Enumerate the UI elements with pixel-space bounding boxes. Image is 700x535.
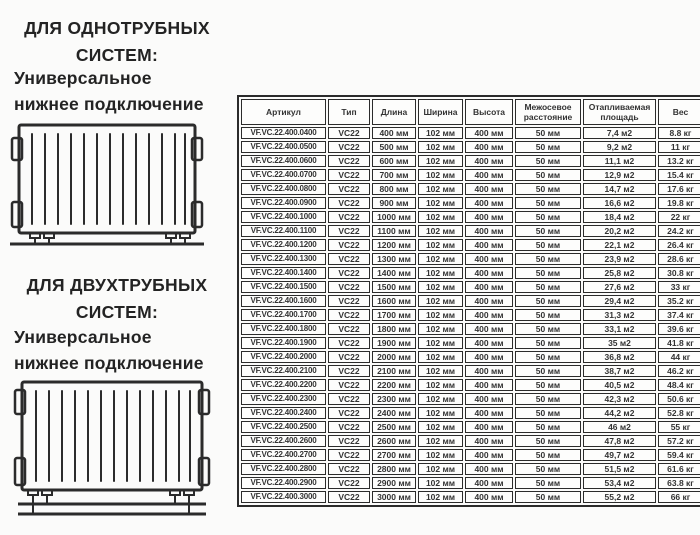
cell: VF.VC.22.400.2500: [241, 421, 326, 433]
cell: 1700 мм: [372, 309, 416, 321]
table-row: [241, 197, 700, 209]
cell: VF.VC.22.400.1700: [241, 309, 326, 321]
cell: VF.VC.22.400.2900: [241, 477, 326, 489]
table-row: [241, 463, 700, 475]
cell: 400 мм: [465, 449, 513, 461]
cell: 400 мм: [465, 183, 513, 195]
table-row: [241, 155, 700, 167]
cell: VC22: [328, 183, 370, 195]
cell: 20,2 м2: [583, 225, 656, 237]
cell: 7,4 м2: [583, 127, 656, 139]
cell: 1600 мм: [372, 295, 416, 307]
cell: VF.VC.22.400.1100: [241, 225, 326, 237]
cell: 2000 мм: [372, 351, 416, 363]
cell: 23,9 м2: [583, 253, 656, 265]
table-row: [241, 379, 700, 391]
cell: VC22: [328, 491, 370, 503]
cell: 400 мм: [465, 309, 513, 321]
cell: 400 мм: [465, 169, 513, 181]
cell: 102 мм: [418, 141, 463, 153]
cell: 41.8 кг: [658, 337, 700, 349]
cell: 400 мм: [465, 253, 513, 265]
cell: 102 мм: [418, 183, 463, 195]
single-pipe-radiator-diagram: [8, 116, 220, 253]
cell: VF.VC.22.400.0800: [241, 183, 326, 195]
table-row: [241, 141, 700, 153]
cell: 400 мм: [465, 323, 513, 335]
cell: VF.VC.22.400.0700: [241, 169, 326, 181]
cell: 50 мм: [515, 449, 581, 461]
cell: VC22: [328, 337, 370, 349]
column-header: Вес: [658, 99, 700, 125]
cell: 50 мм: [515, 127, 581, 139]
cell: 102 мм: [418, 295, 463, 307]
cell: 50 мм: [515, 407, 581, 419]
cell: 48.4 кг: [658, 379, 700, 391]
cell: 50 мм: [515, 169, 581, 181]
two-pipe-heading: ДЛЯ ДВУХТРУБНЫХ СИСТЕМ:: [26, 275, 208, 323]
column-header: Отапливаемая площадь: [583, 99, 656, 125]
cell: 49,7 м2: [583, 449, 656, 461]
table-row: [241, 407, 700, 419]
cell: 102 мм: [418, 239, 463, 251]
cell: 47,8 м2: [583, 435, 656, 447]
cell: VC22: [328, 281, 370, 293]
cell: 400 мм: [465, 225, 513, 237]
cell: VF.VC.22.400.2000: [241, 351, 326, 363]
cell: VC22: [328, 463, 370, 475]
cell: 14,7 м2: [583, 183, 656, 195]
cell: 1300 мм: [372, 253, 416, 265]
cell: 400 мм: [465, 337, 513, 349]
cell: 102 мм: [418, 337, 463, 349]
cell: 400 мм: [465, 351, 513, 363]
table-row: [241, 239, 700, 251]
cell: 900 мм: [372, 197, 416, 209]
cell: 102 мм: [418, 449, 463, 461]
cell: 1900 мм: [372, 337, 416, 349]
cell: 50 мм: [515, 393, 581, 405]
cell: 102 мм: [418, 323, 463, 335]
cell: 400 мм: [465, 295, 513, 307]
cell: 18,4 м2: [583, 211, 656, 223]
cell: 50 мм: [515, 253, 581, 265]
cell: VC22: [328, 253, 370, 265]
table-row: [241, 127, 700, 139]
cell: 102 мм: [418, 477, 463, 489]
cell: VC22: [328, 239, 370, 251]
cell: 400 мм: [465, 463, 513, 475]
cell: 1100 мм: [372, 225, 416, 237]
table-row: [241, 351, 700, 363]
cell: 50 мм: [515, 295, 581, 307]
cell: VC22: [328, 449, 370, 461]
cell: 50 мм: [515, 239, 581, 251]
spec-table: [237, 95, 700, 507]
table-row: [241, 477, 700, 489]
cell: VF.VC.22.400.1800: [241, 323, 326, 335]
cell: VC22: [328, 211, 370, 223]
cell: 2400 мм: [372, 407, 416, 419]
cell: VF.VC.22.400.1500: [241, 281, 326, 293]
table-row: [241, 491, 700, 503]
cell: 400 мм: [465, 197, 513, 209]
table-row: [241, 169, 700, 181]
cell: VC22: [328, 435, 370, 447]
cell: 102 мм: [418, 253, 463, 265]
table-row: [241, 393, 700, 405]
cell: 2200 мм: [372, 379, 416, 391]
cell: VF.VC.22.400.0900: [241, 197, 326, 209]
cell: 50 мм: [515, 351, 581, 363]
single-pipe-subheading: Универсальное нижнее подключение: [14, 68, 204, 115]
cell: 400 мм: [465, 365, 513, 377]
cell: 102 мм: [418, 197, 463, 209]
cell: 22,1 м2: [583, 239, 656, 251]
cell: 16,6 м2: [583, 197, 656, 209]
cell: 17.6 кг: [658, 183, 700, 195]
table-row: [241, 421, 700, 433]
table-row: [241, 449, 700, 461]
single-pipe-heading: ДЛЯ ОДНОТРУБНЫХ СИСТЕМ:: [24, 18, 210, 66]
table-row: [241, 225, 700, 237]
cell: VC22: [328, 127, 370, 139]
cell: VF.VC.22.400.1600: [241, 295, 326, 307]
cell: 2700 мм: [372, 449, 416, 461]
cell: 29,4 м2: [583, 295, 656, 307]
cell: 27,6 м2: [583, 281, 656, 293]
cell: 1200 мм: [372, 239, 416, 251]
cell: 50 мм: [515, 225, 581, 237]
cell: 400 мм: [465, 211, 513, 223]
cell: VC22: [328, 407, 370, 419]
cell: VC22: [328, 155, 370, 167]
cell: VF.VC.22.400.2800: [241, 463, 326, 475]
cell: 33 кг: [658, 281, 700, 293]
spec-table-body: [241, 127, 700, 503]
cell: 36,8 м2: [583, 351, 656, 363]
table-row: [241, 309, 700, 321]
cell: VF.VC.22.400.3000: [241, 491, 326, 503]
table-row: [241, 267, 700, 279]
cell: 102 мм: [418, 281, 463, 293]
cell: 102 мм: [418, 211, 463, 223]
cell: 55 кг: [658, 421, 700, 433]
cell: 50 мм: [515, 491, 581, 503]
table-row: [241, 211, 700, 223]
table-row: [241, 323, 700, 335]
cell: 800 мм: [372, 183, 416, 195]
cell: 2100 мм: [372, 365, 416, 377]
cell: VC22: [328, 267, 370, 279]
cell: 61.6 кг: [658, 463, 700, 475]
cell: 12,9 м2: [583, 169, 656, 181]
cell: 46.2 кг: [658, 365, 700, 377]
cell: 53,4 м2: [583, 477, 656, 489]
cell: 2600 мм: [372, 435, 416, 447]
cell: 55,2 м2: [583, 491, 656, 503]
cell: 46 м2: [583, 421, 656, 433]
cell: VF.VC.22.400.1300: [241, 253, 326, 265]
cell: 400 мм: [465, 141, 513, 153]
cell: 400 мм: [465, 127, 513, 139]
cell: 11 кг: [658, 141, 700, 153]
cell: VF.VC.22.400.2200: [241, 379, 326, 391]
column-header: Артикул: [241, 99, 326, 125]
cell: VC22: [328, 197, 370, 209]
cell: 50 мм: [515, 267, 581, 279]
cell: 102 мм: [418, 169, 463, 181]
table-row: [241, 253, 700, 265]
cell: 102 мм: [418, 127, 463, 139]
cell: 102 мм: [418, 393, 463, 405]
cell: 2900 мм: [372, 477, 416, 489]
cell: 400 мм: [465, 393, 513, 405]
cell: 50 мм: [515, 421, 581, 433]
cell: 400 мм: [465, 421, 513, 433]
cell: 400 мм: [465, 281, 513, 293]
cell: VF.VC.22.400.1900: [241, 337, 326, 349]
cell: VC22: [328, 421, 370, 433]
cell: 400 мм: [465, 267, 513, 279]
cell: 50 мм: [515, 323, 581, 335]
cell: VC22: [328, 295, 370, 307]
cell: VF.VC.22.400.2100: [241, 365, 326, 377]
cell: 50 мм: [515, 379, 581, 391]
table-row: [241, 281, 700, 293]
cell: 2800 мм: [372, 463, 416, 475]
table-row: [241, 183, 700, 195]
cell: 102 мм: [418, 491, 463, 503]
cell: 31,3 м2: [583, 309, 656, 321]
cell: 400 мм: [465, 491, 513, 503]
cell: 1000 мм: [372, 211, 416, 223]
cell: 50 мм: [515, 463, 581, 475]
cell: 3000 мм: [372, 491, 416, 503]
cell: 39.6 кг: [658, 323, 700, 335]
cell: 59.4 кг: [658, 449, 700, 461]
cell: 50.6 кг: [658, 393, 700, 405]
cell: 22 кг: [658, 211, 700, 223]
cell: 400 мм: [465, 407, 513, 419]
cell: 15.4 кг: [658, 169, 700, 181]
cell: 33,1 м2: [583, 323, 656, 335]
cell: 35.2 кг: [658, 295, 700, 307]
cell: 26.4 кг: [658, 239, 700, 251]
cell: 2500 мм: [372, 421, 416, 433]
cell: 50 мм: [515, 141, 581, 153]
cell: VC22: [328, 393, 370, 405]
table-row: [241, 337, 700, 349]
cell: 400 мм: [372, 127, 416, 139]
header-row: [241, 99, 700, 125]
cell: 63.8 кг: [658, 477, 700, 489]
cell: 600 мм: [372, 155, 416, 167]
cell: VF.VC.22.400.1200: [241, 239, 326, 251]
column-header: Межосевое расстояние: [515, 99, 581, 125]
cell: 52.8 кг: [658, 407, 700, 419]
cell: 500 мм: [372, 141, 416, 153]
two-pipe-radiator-diagram: [12, 378, 224, 529]
cell: 102 мм: [418, 435, 463, 447]
cell: 51,5 м2: [583, 463, 656, 475]
cell: 700 мм: [372, 169, 416, 181]
cell: 1500 мм: [372, 281, 416, 293]
cell: 50 мм: [515, 435, 581, 447]
column-header: Длина: [372, 99, 416, 125]
cell: VF.VC.22.400.0500: [241, 141, 326, 153]
cell: 42,3 м2: [583, 393, 656, 405]
table-row: [241, 295, 700, 307]
table-row: [241, 435, 700, 447]
cell: VF.VC.22.400.2700: [241, 449, 326, 461]
column-header: Высота: [465, 99, 513, 125]
table-row: [241, 365, 700, 377]
cell: VC22: [328, 141, 370, 153]
cell: VF.VC.22.400.0600: [241, 155, 326, 167]
cell: VC22: [328, 351, 370, 363]
cell: 1800 мм: [372, 323, 416, 335]
cell: 13.2 кг: [658, 155, 700, 167]
cell: 25,8 м2: [583, 267, 656, 279]
cell: VC22: [328, 365, 370, 377]
cell: VF.VC.22.400.0400: [241, 127, 326, 139]
cell: VC22: [328, 477, 370, 489]
cell: 400 мм: [465, 239, 513, 251]
cell: 35 м2: [583, 337, 656, 349]
cell: 102 мм: [418, 379, 463, 391]
column-header: Ширина: [418, 99, 463, 125]
cell: 50 мм: [515, 211, 581, 223]
cell: 30.8 кг: [658, 267, 700, 279]
cell: 102 мм: [418, 351, 463, 363]
cell: VF.VC.22.400.2600: [241, 435, 326, 447]
cell: VC22: [328, 309, 370, 321]
cell: 50 мм: [515, 197, 581, 209]
cell: 102 мм: [418, 309, 463, 321]
cell: 102 мм: [418, 155, 463, 167]
cell: 9,2 м2: [583, 141, 656, 153]
cell: 102 мм: [418, 225, 463, 237]
cell: 2300 мм: [372, 393, 416, 405]
cell: 50 мм: [515, 281, 581, 293]
cell: 40,5 м2: [583, 379, 656, 391]
cell: 44,2 м2: [583, 407, 656, 419]
cell: 102 мм: [418, 267, 463, 279]
cell: 102 мм: [418, 463, 463, 475]
cell: VF.VC.22.400.1000: [241, 211, 326, 223]
cell: VF.VC.22.400.2300: [241, 393, 326, 405]
cell: 57.2 кг: [658, 435, 700, 447]
cell: 102 мм: [418, 365, 463, 377]
cell: VC22: [328, 225, 370, 237]
cell: 37.4 кг: [658, 309, 700, 321]
cell: 50 мм: [515, 337, 581, 349]
cell: 400 мм: [465, 477, 513, 489]
cell: 19.8 кг: [658, 197, 700, 209]
cell: VC22: [328, 323, 370, 335]
cell: 400 мм: [465, 155, 513, 167]
cell: VF.VC.22.400.2400: [241, 407, 326, 419]
cell: 11,1 м2: [583, 155, 656, 167]
cell: 28.6 кг: [658, 253, 700, 265]
cell: 50 мм: [515, 183, 581, 195]
cell: 50 мм: [515, 477, 581, 489]
cell: 38,7 м2: [583, 365, 656, 377]
cell: 50 мм: [515, 309, 581, 321]
cell: 8.8 кг: [658, 127, 700, 139]
cell: VC22: [328, 169, 370, 181]
cell: 400 мм: [465, 379, 513, 391]
cell: VC22: [328, 379, 370, 391]
cell: 24.2 кг: [658, 225, 700, 237]
cell: 102 мм: [418, 421, 463, 433]
cell: 44 кг: [658, 351, 700, 363]
column-header: Тип: [328, 99, 370, 125]
cell: 50 мм: [515, 365, 581, 377]
cell: 50 мм: [515, 155, 581, 167]
cell: VF.VC.22.400.1400: [241, 267, 326, 279]
cell: 400 мм: [465, 435, 513, 447]
spec-table-container: [237, 95, 694, 507]
two-pipe-subheading: Универсальное нижнее подключение: [14, 327, 204, 374]
cell: 66 кг: [658, 491, 700, 503]
cell: 1400 мм: [372, 267, 416, 279]
cell: 102 мм: [418, 407, 463, 419]
